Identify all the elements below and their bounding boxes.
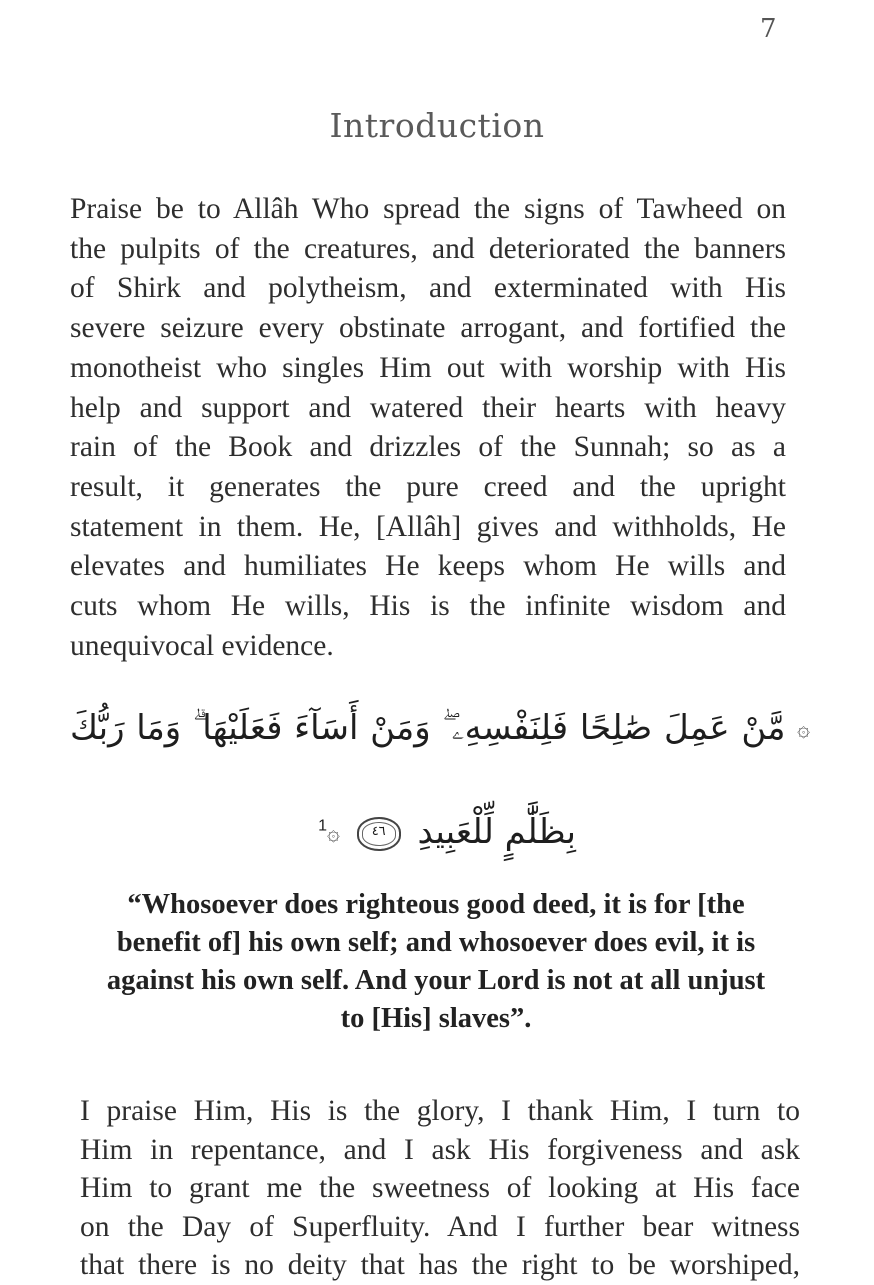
text-line: of Shirk and polytheism, and exterminated with His [70,272,786,305]
ayah-number-marker: ٤٦ [357,817,401,851]
translation-line: to [His] slaves”. [340,1003,532,1034]
quran-verse-line-1 [0,708,874,748]
arabic-text: مَّنْ عَمِلَ صَٰلِحًا فَلِنَفْسِهِۦ ۖ وَمَنْ أَسَآءَ فَعَلَيْهَا ۗ وَمَا رَبُّكَ [70,708,786,748]
verse-open-ornament-icon: ۞ [797,717,810,742]
text-line: cuts whom He wills, His is the infinite wisdom and [70,590,786,623]
text-line: Him in repentance, and I ask His forgiveness and ask [80,1133,800,1166]
translation-line: against his own self. And your Lord is not at all unjust [106,965,766,996]
page-number: 7 [760,14,777,44]
translation-line: “Whosoever does righteous good deed, it is for [the [127,889,745,920]
text-line: unequivocal evidence. [70,629,334,662]
quran-verse-line-2 [0,812,874,852]
verse-translation [80,886,792,1038]
text-line: Praise be to Allâh Who spread the signs of Tawheed on [70,193,786,225]
verse-close-ornament-icon: ۞ [326,821,340,846]
text-line: the pulpits of the creatures, and deteriorated the banners [70,232,786,265]
text-line: help and support and watered their hearts with heavy [70,391,786,424]
arabic-text: بِظَلَّٰمٍ لِّلْعَبِيدِ [417,812,576,852]
footnote-reference[interactable]: 1 [318,817,327,835]
translation-line: benefit of] his own self; and whosoever does evil, it is [116,927,756,958]
page-title: Introduction [329,106,545,145]
text-line: severe seizure every obstinate arrogant, and fortified the [70,312,786,345]
text-line: I praise Him, His is the glory, I thank Him, I turn to [80,1095,800,1127]
text-line: result, it generates the pure creed and the upright [70,470,786,503]
text-line: on the Day of Superfluity. And I further bear witness [80,1210,800,1243]
second-paragraph [80,1092,800,1285]
text-line: Him to grant me the sweetness of looking at His face [80,1172,800,1205]
text-line: rain of the Book and drizzles of the Sunnah; so as a [70,431,786,464]
text-line: elevates and humiliates He keeps whom He wills and [70,550,786,583]
text-line: monotheist who singles Him out with worship with His [70,351,786,384]
text-line: statement in them. He, [Allâh] gives and withholds, He [70,510,786,543]
text-line: that there is no deity that has the right to be worshiped, [80,1249,800,1282]
intro-paragraph [70,190,786,666]
